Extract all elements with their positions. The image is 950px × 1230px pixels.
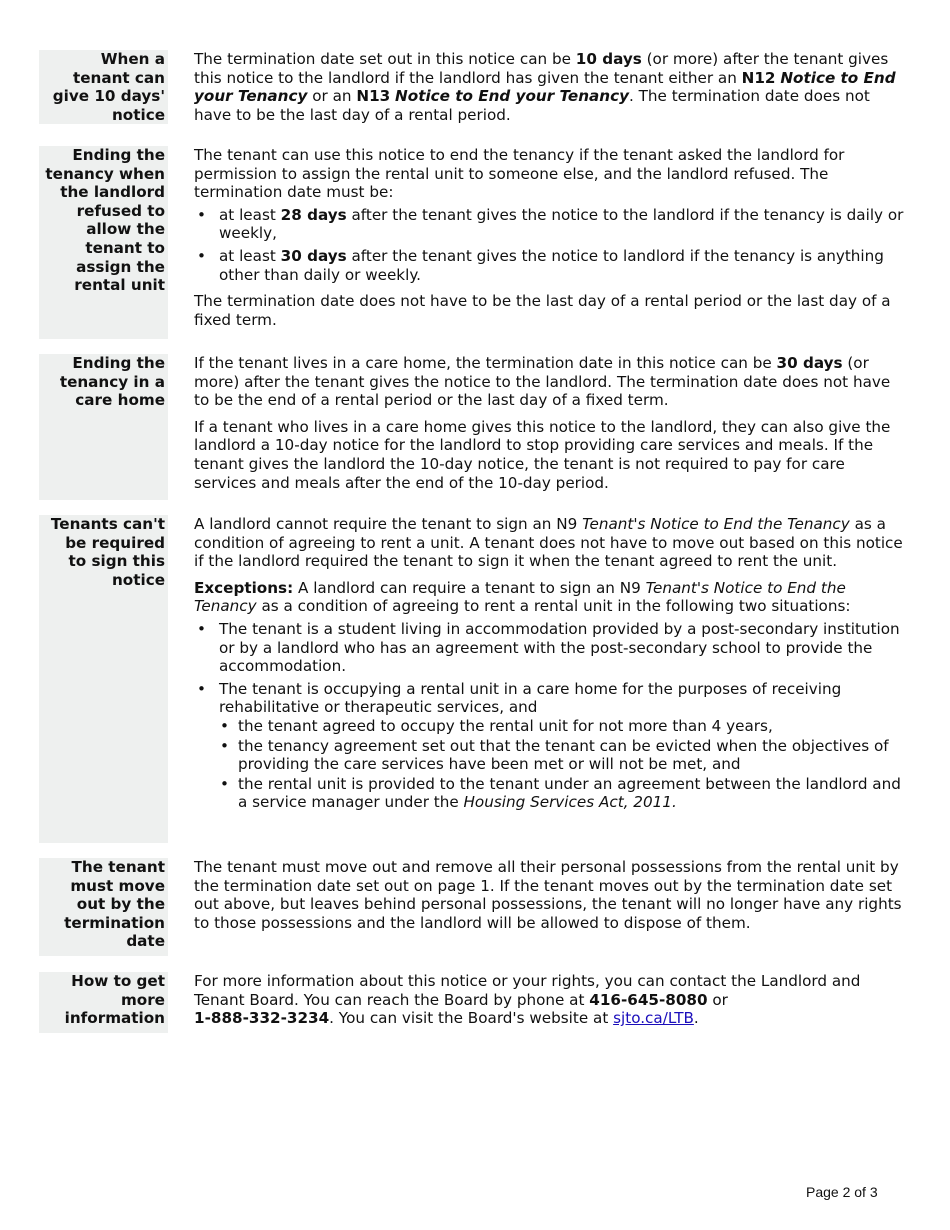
section-heading: How to get more information xyxy=(39,972,168,1033)
section-heading: Ending the tenancy in a care home xyxy=(39,354,168,500)
ltb-website-link[interactable]: sjto.ca/LTB xyxy=(613,1009,694,1028)
paragraph: The tenant can use this notice to end the tenancy if the tenant asked the landlord for permission to assign the rental unit to someone else, and the landlord refused. The termination date must be: xyxy=(194,146,845,202)
bullet-list xyxy=(194,620,909,812)
section-move-out xyxy=(39,858,909,956)
section-10-days-notice xyxy=(39,50,909,124)
paragraph: If a tenant who lives in a care home gives this notice to the landlord, they can also give the landlord a 10-day notice for the landlord to stop providing care services and meals. If the tenant gives the landlord the 10-day notice, the tenant is not required to pay for care services and meals after the end of the 10-day period. xyxy=(194,417,891,492)
paragraph: The tenant must move out and remove all their personal possessions from the rental unit by the termination date set out on page 1. If the tenant moves out by the termination date set out above, but leaves behind personal possessions, the tenant will no longer have any rights to those possessions and the landlord will be allowed to dispose of them. xyxy=(194,858,902,932)
section-heading: When a tenant can give 10 days' notice xyxy=(39,50,168,124)
bullet-list xyxy=(194,206,909,284)
paragraph: Exceptions: A landlord can require a tenant to sign an N9 Tenant's Notice to End the Tenancy as a condition of agreeing to rent a rental unit in the following two situations: xyxy=(194,578,851,616)
section-body xyxy=(194,515,909,843)
list-item: • The tenant is occupying a rental unit in a care home for the purposes of receiving rehabilitative or therapeutic services, and • the tenant agreed to occupy the rental unit for not more than 4 years, • the tenancy agreement set out that the tenant can be evicted when the objectives of providing the care services have been met or will not be met, and • the rental unit is provided to the tenant under an agreement between the landlord and a service manager under the Housing Services Act, 2011. xyxy=(194,680,909,812)
section-heading: The tenant must move out by the termination date xyxy=(39,858,168,956)
paragraph: The termination date does not have to be the last day of a rental period or the last day of a fixed term. xyxy=(194,292,891,329)
paragraph: For more information about this notice or your rights, you can contact the Landlord and Tenant Board. You can reach the Board by phone at 416-645-8080 or 1-888-332-3234. You can visit the Board's website at sjto.ca/LTB. xyxy=(194,972,861,1028)
section-body xyxy=(194,50,909,124)
phone-number-tollfree: 1-888-332-3234 xyxy=(194,1009,330,1028)
section-heading: Ending the tenancy when the landlord refused to allow the tenant to assign the rental unit xyxy=(39,146,168,339)
phone-number: 416-645-8080 xyxy=(589,990,708,1009)
section-body xyxy=(194,972,909,1033)
list-item: • the tenancy agreement set out that the tenant can be evicted when the objectives of providing the care services have been met or will not be met, and xyxy=(219,737,909,774)
section-care-home xyxy=(39,354,909,500)
list-item: • the tenant agreed to occupy the rental unit for not more than 4 years, xyxy=(219,717,909,736)
paragraph: A landlord cannot require the tenant to sign an N9 Tenant's Notice to End the Tenancy as a condition of agreeing to rent a unit. A tenant does not have to move out based on this notice if the landlord required the tenant to sign it when the tenant agreed to rent the unit. xyxy=(194,515,903,571)
section-body xyxy=(194,858,909,956)
section-body xyxy=(194,354,909,500)
list-item: • at least 28 days after the tenant gives the notice to the landlord if the tenancy is daily or weekly, xyxy=(194,206,909,243)
paragraph: If the tenant lives in a care home, the termination date in this notice can be 30 days (or more) after the tenant gives the notice to the landlord. The termination date does not have to be the end of a rental period or the last day of a fixed term. xyxy=(194,354,891,410)
page-number: Page 2 of 3 xyxy=(806,1184,878,1200)
list-item: • the rental unit is provided to the tenant under an agreement between the landlord and a service manager under the Housing Services Act, 2011. xyxy=(219,775,909,812)
section-assign-refused xyxy=(39,146,909,339)
paragraph: The termination date set out in this notice can be 10 days (or more) after the tenant gives this notice to the landlord if the landlord has given the tenant either an N12 Notice to End your Tenancy or an N13 Notice to End your Tenancy. The termination date does not have to be the last day of a rental period. xyxy=(194,50,896,124)
list-item: • at least 30 days after the tenant gives the notice to landlord if the tenancy is anything other than daily or weekly. xyxy=(194,247,909,284)
section-more-information xyxy=(39,972,909,1033)
list-item: • The tenant is a student living in accommodation provided by a post-secondary institution or by a landlord who has an agreement with the post-secondary school to provide the accommodation. xyxy=(194,620,909,676)
section-cannot-require-sign xyxy=(39,515,909,843)
sub-bullet-list xyxy=(219,717,909,812)
section-body xyxy=(194,146,909,339)
section-heading: Tenants can't be required to sign this notice xyxy=(39,515,168,843)
